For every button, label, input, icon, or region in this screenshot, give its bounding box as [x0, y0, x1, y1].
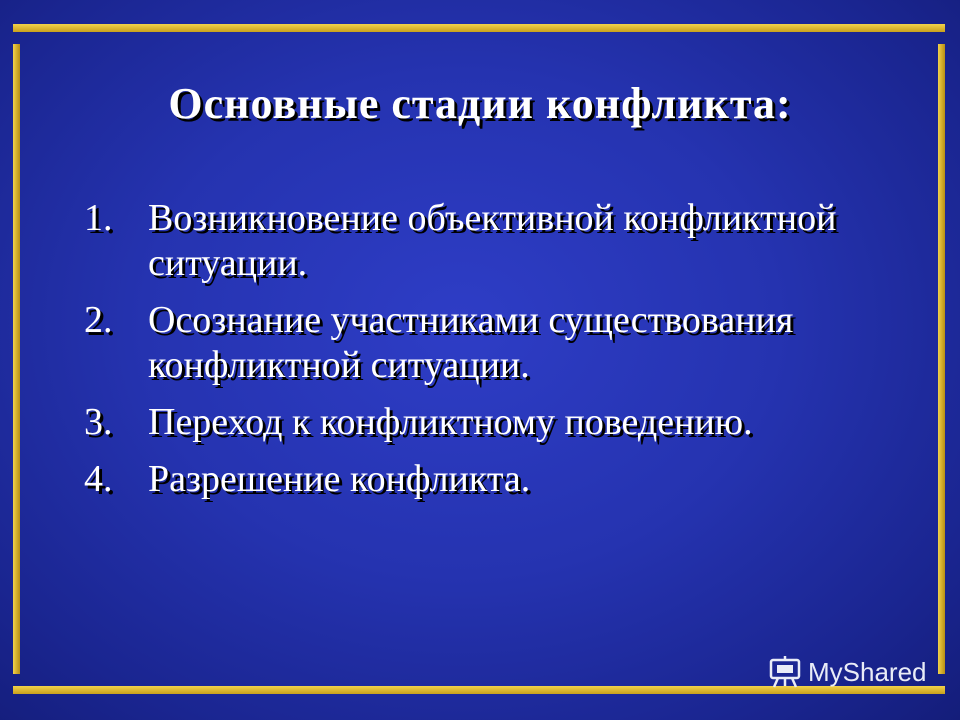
- list-item-number: 2.: [84, 299, 113, 341]
- watermark: [768, 654, 927, 690]
- list-item-text: Возникновение объективной конфликтной ситуации.: [148, 197, 837, 284]
- slide-title: Основные стадии конфликта:: [168, 79, 792, 128]
- presentation-board-icon: [768, 655, 802, 689]
- list-item: [84, 196, 904, 286]
- frame-right-bar: [938, 44, 945, 674]
- frame-left-bar: [13, 44, 20, 674]
- list-item: [84, 400, 904, 445]
- list-item-text: Осознание участниками существования конфликтной ситуации.: [148, 299, 794, 386]
- list-item-number: 1.: [84, 197, 113, 239]
- list-item: [84, 457, 904, 502]
- list-item-number: 3.: [84, 401, 113, 443]
- list-item: [84, 298, 904, 388]
- list-item-text: Разрешение конфликта.: [148, 458, 531, 500]
- stages-list: [84, 196, 904, 514]
- list-item-number: 4.: [84, 458, 113, 500]
- frame-top-bar: [13, 24, 945, 32]
- list-item-text: Переход к конфликтному поведению.: [148, 401, 753, 443]
- watermark-label: MyShared: [808, 656, 927, 687]
